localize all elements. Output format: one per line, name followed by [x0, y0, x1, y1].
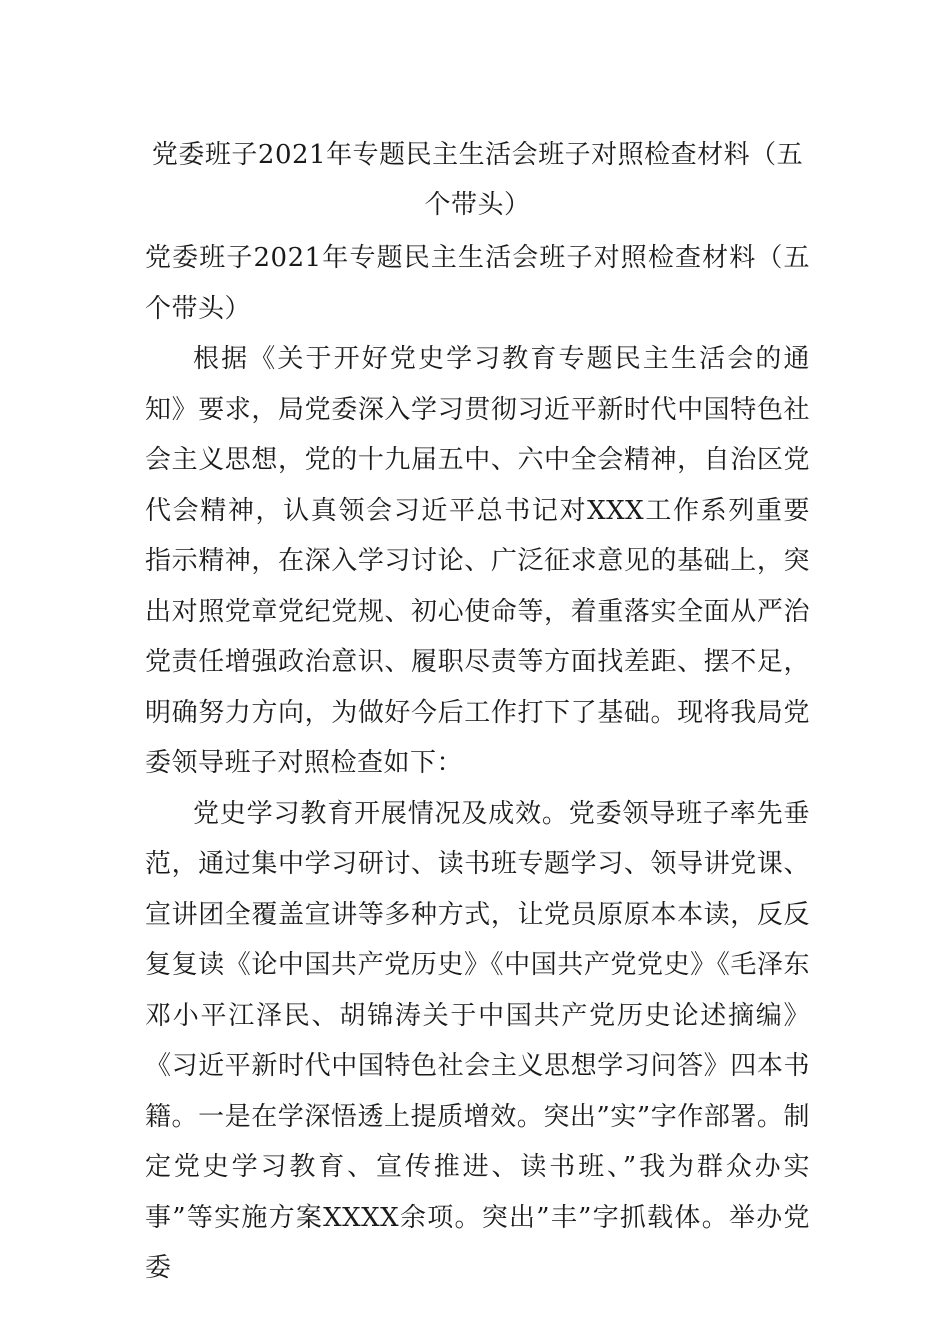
paragraph-intro: 根据《关于开好党史学习教育专题民主生活会的通知》要求，局党委深入学习贯彻习近平新时代中国特色社会主义思想，党的十九届五中、六中全会精神，自治区党代会精神，认真领会习近平总书记对XXX工作系列重要指示精神，在深入学习讨论、广泛征求意见的基础上，突出对照党章党纪党规、初心使命等，着重落实全面从严治党责任增强政治意识、履职尽责等方面找差距、摆不足，明确努力方向，为做好今后工作打下了基础。现将我局党委领导班子对照检查如下：: [145, 344, 810, 778]
document-title: 党委班子2021年专题民主生活会班子对照检查材料（五个带头）: [151, 140, 804, 220]
paragraph-party-history: 党史学习教育开展情况及成效。党委领导班子率先垂范，通过集中学习研讨、读书班专题学习、领导讲党课、宣讲团全覆盖宣讲等多种方式，让党员原原本本读，反反复复读《论中国共产党历史》《中国共产党党史》《毛泽东邓小平江泽民、胡锦涛关于中国共产党历史论述摘编》《习近平新时代中国特色社会主义思想学习问答》四本书籍。一是在学深悟透上提质增效。突出”实”字作部署。制定党史学习教育、宣传推进、读书班、”我为群众办实事”等实施方案XXXX余项。突出”丰”字抓载体。举办党委: [145, 798, 810, 1283]
document-subtitle: 党委班子2021年专题民主生活会班子对照检查材料（五个带头）: [145, 243, 810, 324]
document-body: [145, 233, 810, 1294]
